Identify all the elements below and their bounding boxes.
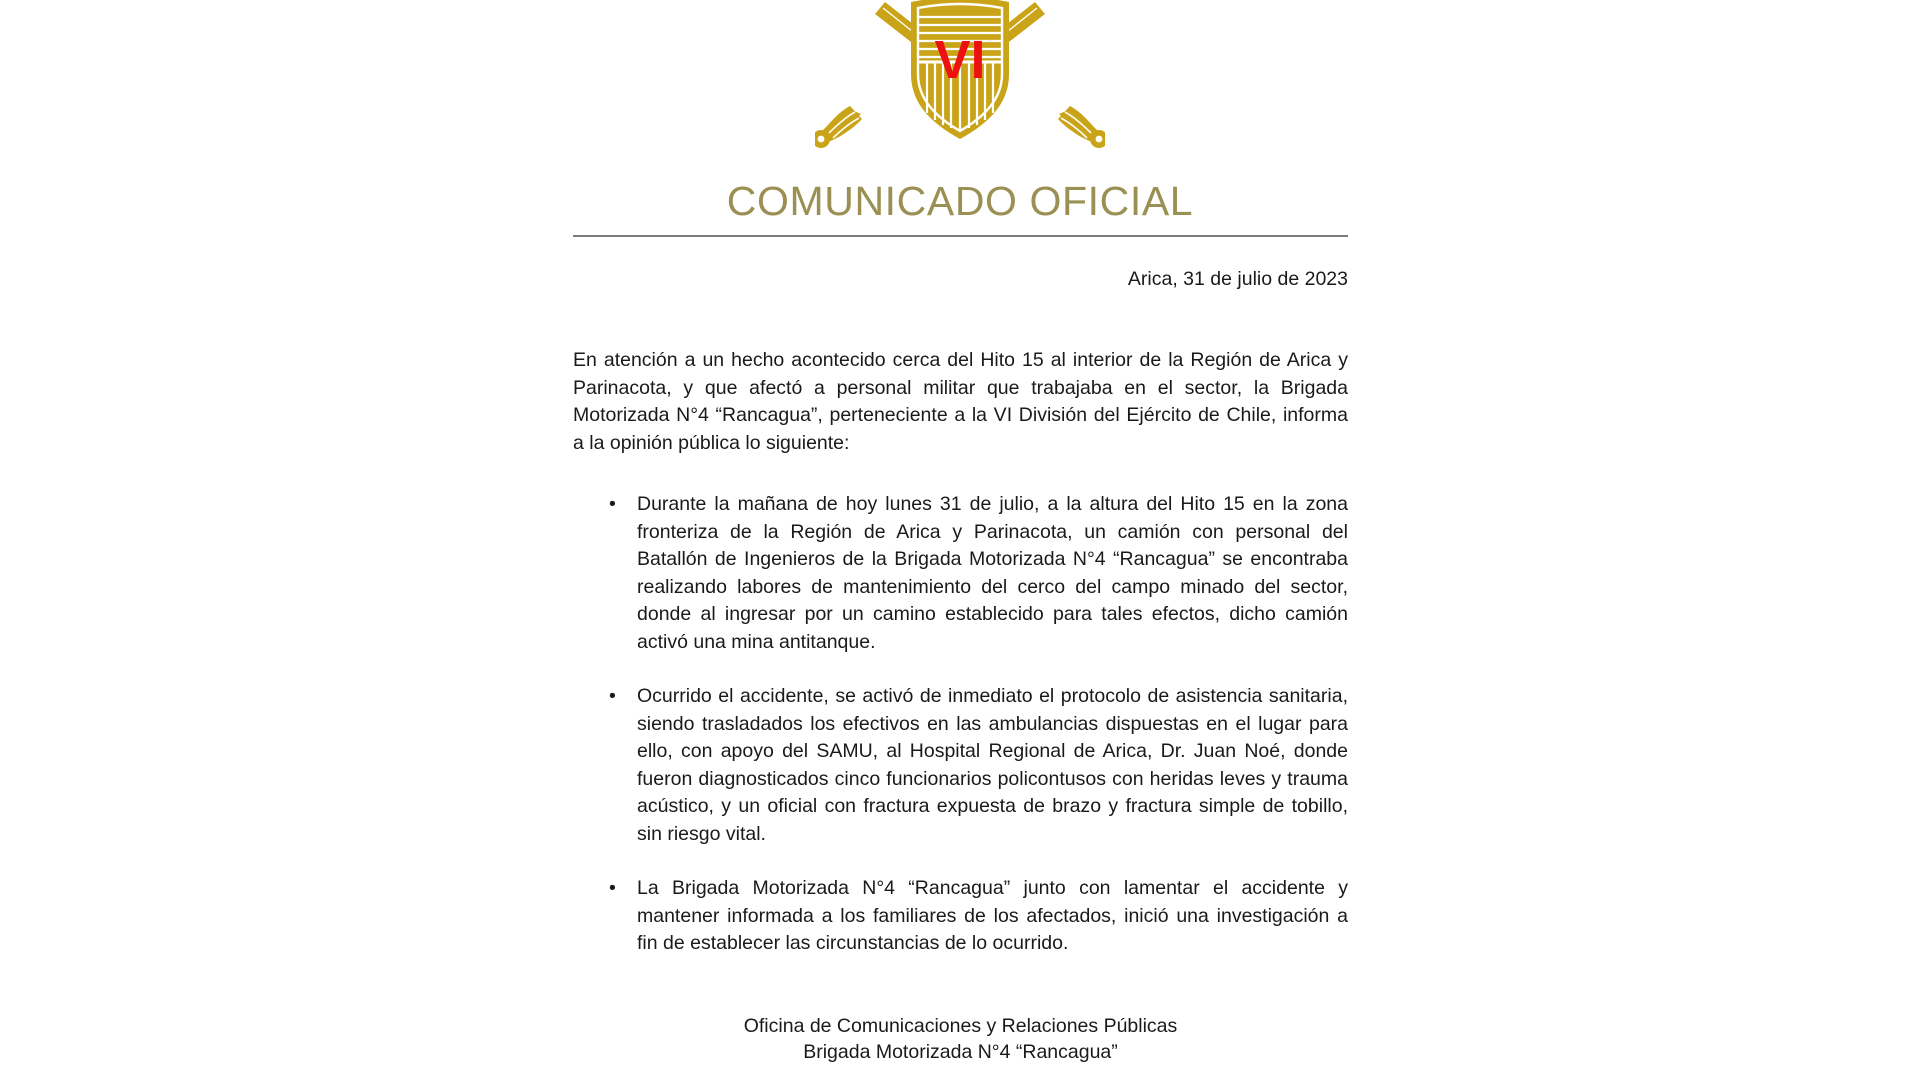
emblem-container xyxy=(0,0,1920,151)
bullet-marker-icon: • xyxy=(609,877,616,899)
dateline: Arica, 31 de julio de 2023 xyxy=(1127,268,1348,290)
title-divider xyxy=(573,235,1348,237)
list-item xyxy=(573,656,1348,848)
intro-paragraph: En atención a un hecho acontecido cerca del Hito 15 al interior de la Región de Arica y Parinacota, y que afectó a personal militar que trabajaba en el sector, la Brigada Motorizada N°4 “Rancagua”, perteneciente a la VI División del Ejército de Chile, informa a la opinión pública lo siguiente: xyxy=(573,349,1348,454)
list-item-text: La Brigada Motorizada N°4 “Rancagua” junto con lamentar el accidente y mantener informada a los familiares de los afectados, inició una investigación a fin de establecer las circunstancias de lo ocurrido. xyxy=(637,877,1348,954)
list-item xyxy=(573,848,1348,958)
signature-block xyxy=(573,958,1348,1065)
military-shield-crossed-sabers-emblem xyxy=(815,0,1105,151)
page-title: COMUNICADO OFICIAL xyxy=(726,178,1194,224)
signature-unit: Brigada Motorizada N°4 “Rancagua” xyxy=(803,1040,1118,1063)
signature-office: Oficina de Comunicaciones y Relaciones Públicas xyxy=(743,1014,1178,1037)
statement-list xyxy=(573,457,1348,958)
bullet-marker-icon: • xyxy=(609,493,616,515)
list-item-text: Ocurrido el accidente, se activó de inmediato el protocolo de asistencia sanitaria, siendo trasladados los efectivos en las ambulancias dispuestas en el lugar para ello, con apoyo del SAMU, al Hospital Regional de Arica, Dr. Juan Noé, donde fueron diagnosticados cinco funcionarios policontusos con heridas leves y trauma acústico, y un oficial con fractura expuesta de brazo y fractura simple de tobillo, sin riesgo vital. xyxy=(637,685,1348,845)
list-item-text: Durante la mañana de hoy lunes 31 de julio, a la altura del Hito 15 en la zona fronteriza de la Región de Arica y Parinacota, un camión con personal del Batallón de Ingenieros de la Brigada Motorizada N°4 “Rancagua” se encontraba realizando labores de mantenimiento del cerco del campo minado del sector, donde al ingresar por un camino establecido para tales efectos, dicho camión activó una mina antitanque. xyxy=(637,493,1348,653)
bullet-marker-icon: • xyxy=(609,685,616,707)
list-item xyxy=(573,457,1348,656)
division-numeral: VI xyxy=(934,30,986,90)
document-body xyxy=(573,255,1348,1065)
